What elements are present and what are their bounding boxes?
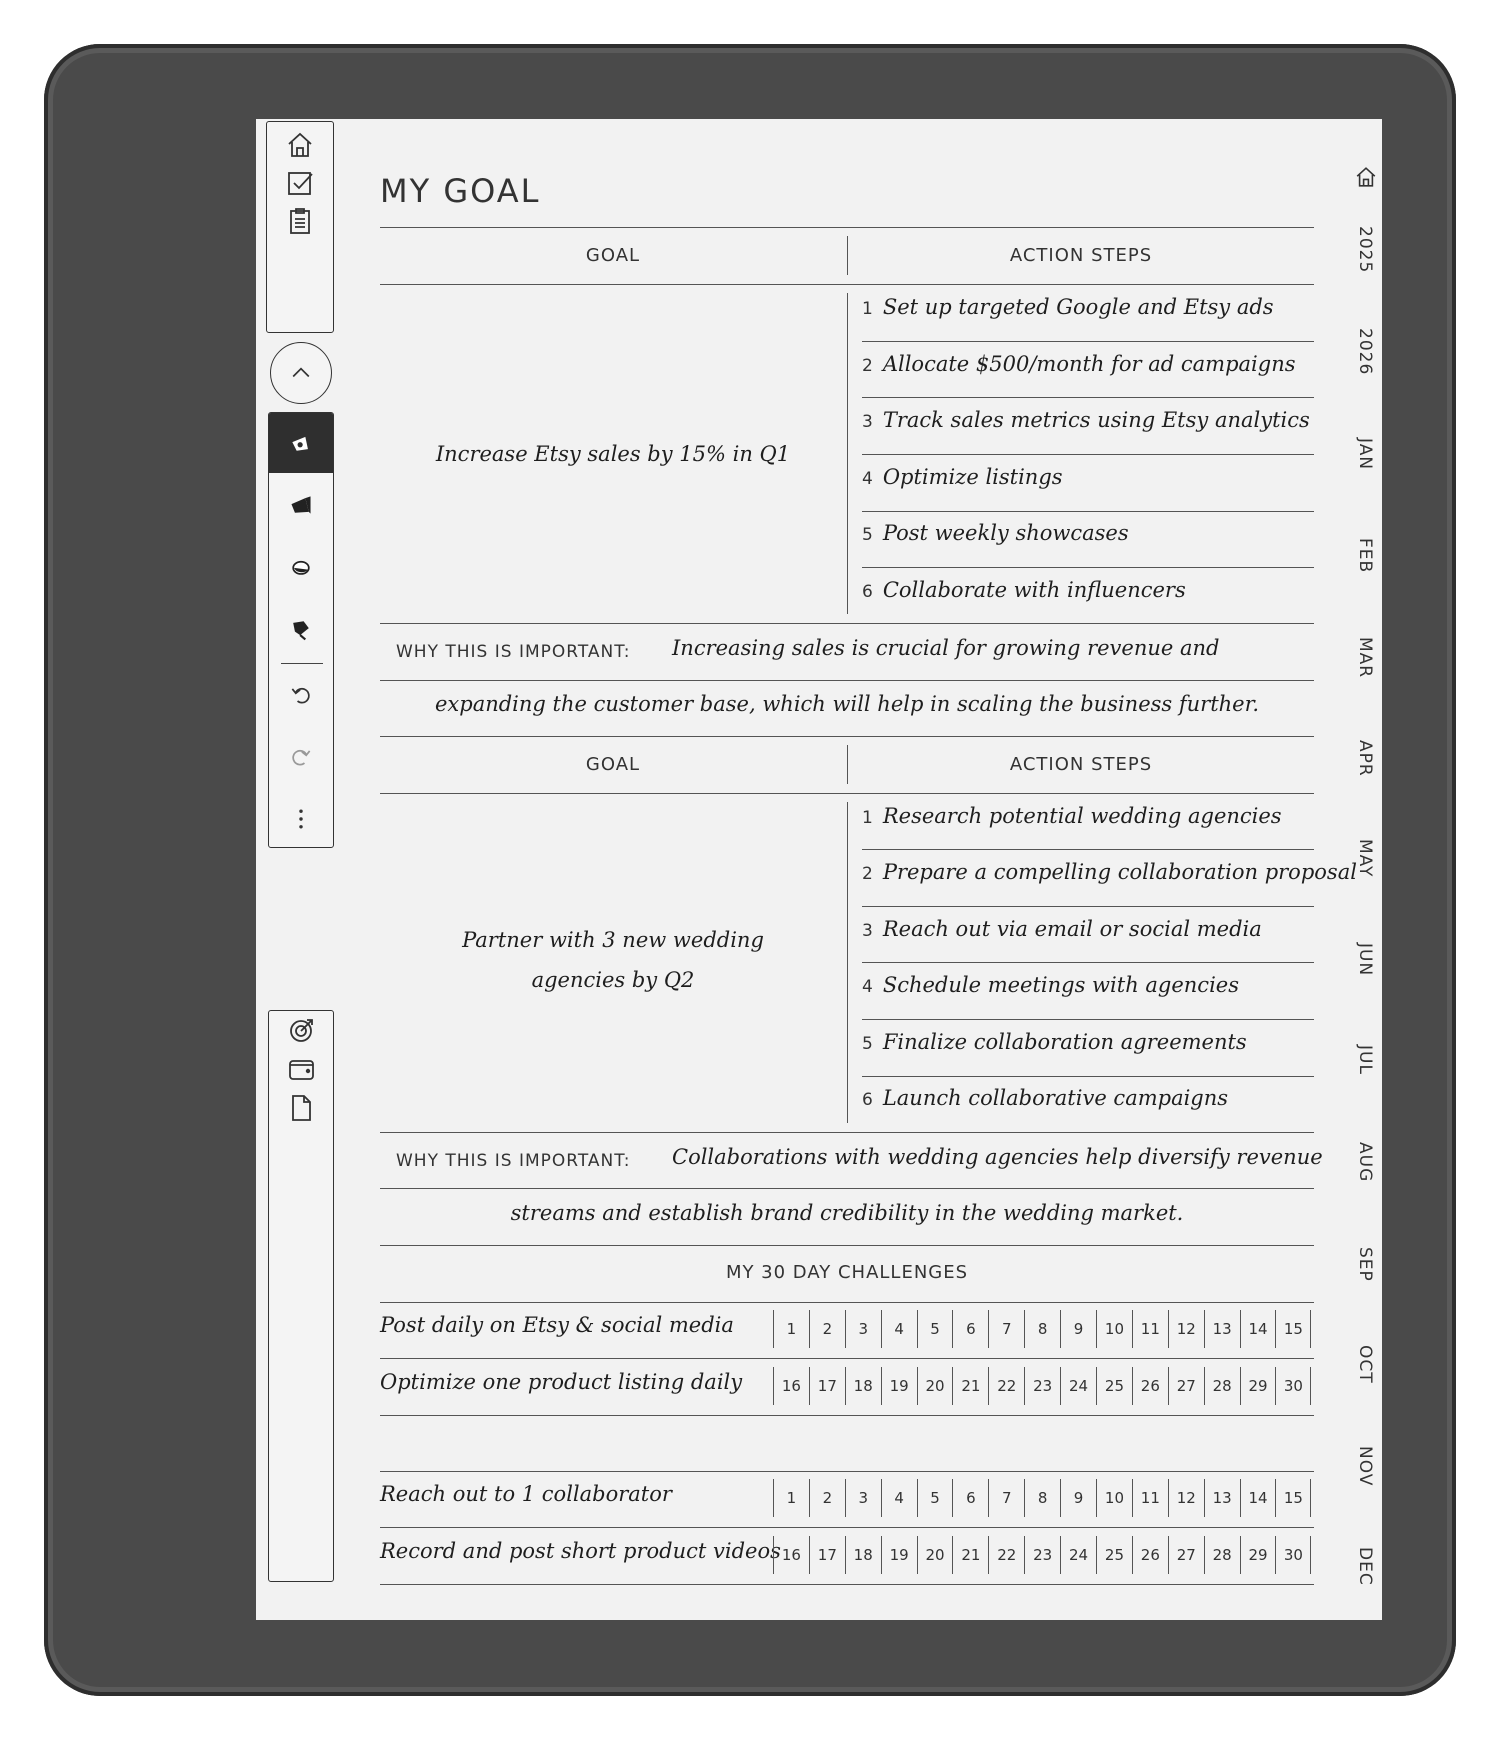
challenge-label[interactable]: Record and post short product videos: [380, 1539, 781, 1563]
day-cell[interactable]: 6: [952, 1310, 988, 1348]
challenge-day-cells: [773, 1310, 1311, 1348]
day-cell[interactable]: 19: [881, 1536, 917, 1574]
toolbar-top-panel: [266, 121, 334, 333]
day-cell[interactable]: 15: [1275, 1310, 1311, 1348]
goal-text[interactable]: Increase Etsy sales by 15% in Q1: [435, 442, 791, 466]
action-step[interactable]: 5 Finalize collaboration agreements: [862, 1030, 1247, 1054]
day-cell[interactable]: 5: [917, 1310, 953, 1348]
toolbar-bottom-panel: [268, 1010, 334, 1582]
redo-button[interactable]: [269, 729, 333, 785]
challenge-day-cells: [773, 1367, 1311, 1405]
day-cell[interactable]: 28: [1204, 1367, 1240, 1405]
step-rule: [862, 962, 1314, 963]
header-rule: [380, 793, 1314, 794]
day-cell[interactable]: 8: [1024, 1310, 1060, 1348]
why-text[interactable]: streams and establish brand credibility in the wedding market.: [510, 1201, 1184, 1225]
why-text[interactable]: expanding the customer base, which will help in scaling the business further.: [434, 692, 1259, 716]
challenge-rule: [380, 1415, 1314, 1416]
home-icon[interactable]: [285, 130, 315, 160]
day-cell[interactable]: 23: [1024, 1536, 1060, 1574]
day-cell[interactable]: 29: [1240, 1536, 1276, 1574]
tab-jan[interactable]: JAN: [1355, 437, 1375, 471]
step-rule: [862, 1019, 1314, 1020]
day-cell[interactable]: 20: [917, 1367, 953, 1405]
page-icon[interactable]: [286, 1093, 316, 1123]
day-cell[interactable]: 12: [1168, 1310, 1204, 1348]
challenge-rule: [380, 1471, 1314, 1472]
step-rule: [862, 511, 1314, 512]
day-cell[interactable]: 14: [1240, 1479, 1276, 1517]
step-rule: [862, 1076, 1314, 1077]
day-cell[interactable]: 9: [1060, 1479, 1096, 1517]
why-label: WHY THIS IS IMPORTANT:: [396, 1151, 631, 1171]
step-rule: [862, 906, 1314, 907]
pen-tool-icon: [288, 430, 314, 456]
day-cell[interactable]: 14: [1240, 1310, 1276, 1348]
step-rule: [862, 341, 1314, 342]
day-cell[interactable]: 1: [773, 1310, 809, 1348]
pen-tool-button[interactable]: [269, 413, 333, 473]
day-cell[interactable]: 30: [1275, 1367, 1311, 1405]
day-cell[interactable]: 29: [1240, 1367, 1276, 1405]
day-cell[interactable]: 2: [809, 1479, 845, 1517]
day-cell[interactable]: 25: [1096, 1367, 1132, 1405]
day-cell[interactable]: 21: [952, 1367, 988, 1405]
tab-jul[interactable]: JUL: [1355, 1045, 1375, 1075]
tab-2025[interactable]: 2025: [1355, 226, 1375, 274]
title-rule: [380, 227, 1314, 228]
day-cell[interactable]: 26: [1132, 1536, 1168, 1574]
day-cell[interactable]: 16: [773, 1536, 809, 1574]
challenge-label[interactable]: Post daily on Etsy & social media: [380, 1313, 734, 1337]
day-cell[interactable]: 27: [1168, 1367, 1204, 1405]
header-divider: [847, 745, 848, 784]
collapse-toolbar-button[interactable]: [270, 342, 332, 404]
header-divider: [847, 236, 848, 275]
tab-feb[interactable]: FEB: [1355, 538, 1375, 574]
challenge-rule: [380, 1584, 1314, 1585]
action-step[interactable]: 3 Track sales metrics using Etsy analytics: [862, 408, 1310, 432]
day-cell[interactable]: 3: [845, 1479, 881, 1517]
action-step[interactable]: 4 Schedule meetings with agencies: [862, 973, 1239, 997]
day-cell[interactable]: 12: [1168, 1479, 1204, 1517]
day-cell[interactable]: 21: [952, 1536, 988, 1574]
day-cell[interactable]: 2: [809, 1310, 845, 1348]
tab-home[interactable]: [1354, 165, 1378, 189]
step-rule: [862, 567, 1314, 568]
tab-jun[interactable]: JUN: [1355, 943, 1375, 977]
day-cell[interactable]: 13: [1204, 1479, 1240, 1517]
tab-may[interactable]: MAY: [1355, 838, 1375, 878]
challenge-label[interactable]: Optimize one product listing daily: [380, 1370, 743, 1394]
action-steps-column-header: ACTION STEPS: [1009, 754, 1153, 775]
goal-divider: [847, 802, 848, 1123]
tab-aug[interactable]: AUG: [1355, 1141, 1375, 1183]
day-cell[interactable]: 23: [1024, 1367, 1060, 1405]
goal-text[interactable]: agencies by Q2: [531, 968, 695, 992]
eraser-tool-icon: [288, 616, 314, 642]
goal-rule: [380, 623, 1314, 624]
tab-oct[interactable]: OCT: [1355, 1344, 1375, 1384]
page-title: MY GOAL: [380, 172, 541, 210]
checkbox-icon[interactable]: [285, 168, 315, 198]
why-rule: [380, 1188, 1314, 1189]
chevron-up-icon: [288, 360, 314, 386]
tab-nov[interactable]: NOV: [1355, 1445, 1375, 1487]
day-cell[interactable]: 22: [988, 1536, 1024, 1574]
action-step[interactable]: 3 Reach out via email or social media: [862, 917, 1262, 941]
more-options-button[interactable]: [269, 791, 333, 847]
day-cell[interactable]: 19: [881, 1367, 917, 1405]
tab-mar[interactable]: MAR: [1355, 637, 1375, 679]
why-text[interactable]: Increasing sales is crucial for growing revenue and: [672, 636, 1220, 660]
day-cell[interactable]: 7: [988, 1479, 1024, 1517]
action-step[interactable]: 2 Prepare a compelling collaboration proposal: [862, 860, 1357, 884]
day-cell[interactable]: 7: [988, 1310, 1024, 1348]
goal-icon[interactable]: [286, 1015, 316, 1045]
day-cell[interactable]: 4: [881, 1310, 917, 1348]
day-cell[interactable]: 30: [1275, 1536, 1311, 1574]
day-cell[interactable]: 13: [1204, 1310, 1240, 1348]
day-cell[interactable]: 6: [952, 1479, 988, 1517]
tab-sep[interactable]: SEP: [1355, 1246, 1375, 1282]
highlighter-tool-icon: [288, 554, 314, 580]
day-cell[interactable]: 27: [1168, 1536, 1204, 1574]
toolbar-tools-panel: [268, 412, 334, 848]
highlighter-tool-button[interactable]: [269, 539, 333, 595]
action-steps-column-header: ACTION STEPS: [1009, 245, 1153, 266]
why-text[interactable]: Collaborations with wedding agencies help diversify revenue: [672, 1145, 1323, 1169]
challenges-title: MY 30 DAY CHALLENGES: [725, 1262, 969, 1283]
day-cell[interactable]: 24: [1060, 1367, 1096, 1405]
challenge-label[interactable]: Reach out to 1 collaborator: [380, 1482, 672, 1506]
step-rule: [862, 849, 1314, 850]
action-step[interactable]: 1 Set up targeted Google and Etsy ads: [862, 295, 1274, 319]
step-rule: [862, 454, 1314, 455]
day-cell[interactable]: 18: [845, 1536, 881, 1574]
day-cell[interactable]: 22: [988, 1367, 1024, 1405]
day-cell[interactable]: 20: [917, 1536, 953, 1574]
goal-column-header: GOAL: [585, 245, 641, 266]
step-rule: [862, 397, 1314, 398]
day-cell[interactable]: 28: [1204, 1536, 1240, 1574]
action-step[interactable]: 4 Optimize listings: [862, 465, 1063, 489]
day-cell[interactable]: 17: [809, 1536, 845, 1574]
tab-2026[interactable]: 2026: [1355, 328, 1375, 376]
day-cell[interactable]: 26: [1132, 1367, 1168, 1405]
goal-text[interactable]: Partner with 3 new wedding: [462, 928, 764, 952]
day-cell[interactable]: 9: [1060, 1310, 1096, 1348]
day-cell[interactable]: 24: [1060, 1536, 1096, 1574]
home-tab-icon: [1354, 165, 1378, 189]
why-rule: [380, 680, 1314, 681]
day-cell[interactable]: 10: [1096, 1479, 1132, 1517]
challenge-rule: [380, 1358, 1314, 1359]
marker-tool-icon: [288, 492, 314, 518]
goal-rule: [380, 1132, 1314, 1133]
redo-icon: [288, 744, 314, 770]
marker-tool-button[interactable]: [269, 477, 333, 533]
day-cell[interactable]: 1: [773, 1479, 809, 1517]
day-cell[interactable]: 25: [1096, 1536, 1132, 1574]
day-cell[interactable]: 18: [845, 1367, 881, 1405]
tab-apr[interactable]: APR: [1355, 739, 1375, 777]
day-cell[interactable]: 5: [917, 1479, 953, 1517]
section-rule: [380, 736, 1314, 737]
day-cell[interactable]: 4: [881, 1479, 917, 1517]
day-cell[interactable]: 11: [1132, 1479, 1168, 1517]
day-cell[interactable]: 17: [809, 1367, 845, 1405]
more-icon: [288, 806, 314, 832]
goal-column-header: GOAL: [585, 754, 641, 775]
challenge-day-cells: [773, 1479, 1311, 1517]
action-step[interactable]: 2 Allocate $500/month for ad campaigns: [862, 352, 1296, 376]
wallet-icon[interactable]: [286, 1054, 316, 1084]
challenge-day-cells: [773, 1536, 1311, 1574]
action-step[interactable]: 1 Research potential wedding agencies: [862, 804, 1282, 828]
day-cell[interactable]: 16: [773, 1367, 809, 1405]
why-label: WHY THIS IS IMPORTANT:: [396, 642, 631, 662]
day-cell[interactable]: 3: [845, 1310, 881, 1348]
day-cell[interactable]: 15: [1275, 1479, 1311, 1517]
notes-icon[interactable]: [285, 206, 315, 236]
day-cell[interactable]: 11: [1132, 1310, 1168, 1348]
section-rule: [380, 1245, 1314, 1246]
day-cell[interactable]: 10: [1096, 1310, 1132, 1348]
undo-button[interactable]: [269, 667, 333, 723]
action-step[interactable]: 5 Post weekly showcases: [862, 521, 1129, 545]
day-cell[interactable]: 8: [1024, 1479, 1060, 1517]
action-step[interactable]: 6 Collaborate with influencers: [862, 578, 1186, 602]
challenge-rule: [380, 1527, 1314, 1528]
goal-divider: [847, 293, 848, 614]
toolbar-divider: [281, 663, 323, 664]
header-rule: [380, 284, 1314, 285]
action-step[interactable]: 6 Launch collaborative campaigns: [862, 1086, 1229, 1110]
tab-dec[interactable]: DEC: [1355, 1546, 1375, 1586]
undo-icon: [288, 682, 314, 708]
eraser-tool-button[interactable]: [269, 601, 333, 657]
challenges-rule: [380, 1302, 1314, 1303]
